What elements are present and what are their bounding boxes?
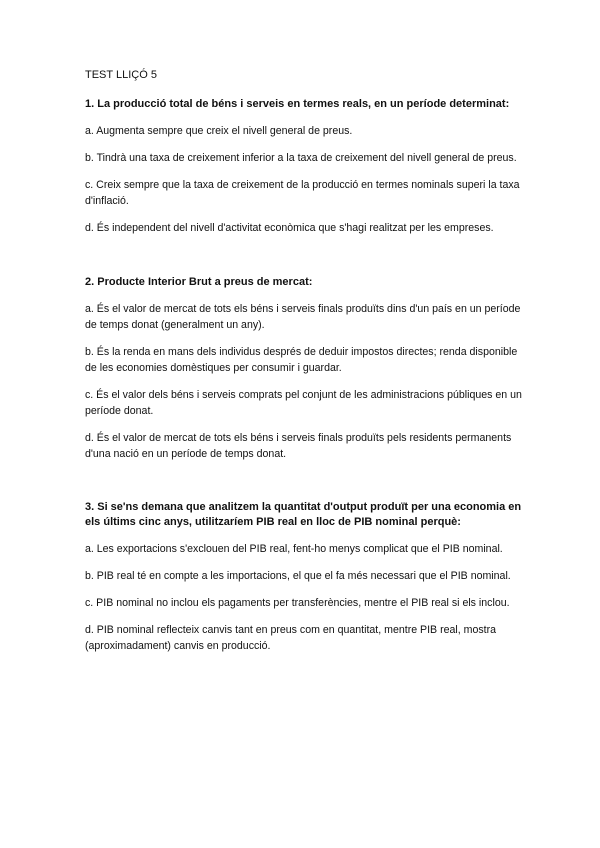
option-d: d. PIB nominal reflecteix canvis tant en preus com en quantitat, mentre PIB real, mostra (aproximadament) canvis en producció. xyxy=(85,624,496,652)
option-a: a. Les exportacions s'exclouen del PIB real, fent-ho menys complicat que el PIB nominal. xyxy=(85,543,503,555)
question-text: 2. Producte Interior Brut a preus de mercat: xyxy=(85,276,313,288)
option-b: b. PIB real té en compte a les importacions, el que el fa més necessari que el PIB nominal. xyxy=(85,570,511,582)
option-c: c. PIB nominal no inclou els pagaments per transferències, mentre el PIB real si els inclou. xyxy=(85,597,510,609)
question-text: 1. La producció total de béns i serveis en termes reals, en un període determinat: xyxy=(85,98,510,110)
option-d: d. És el valor de mercat de tots els béns i serveis finals produïts pels residents permanents d'una nació en un període de temps donat. xyxy=(85,432,512,460)
option-b: b. És la renda en mans dels individus després de deduir impostos directes; renda disponible de les economies domèstiques per consumir i guardar. xyxy=(85,346,518,374)
question-2 xyxy=(85,275,525,462)
option-a: a. Augmenta sempre que creix el nivell general de preus. xyxy=(85,125,353,137)
question-text: 3. Si se'ns demana que analitzem la quantitat d'output produït per una economia en els últims cinc anys, utilitzaríem PIB real en lloc de PIB nominal perquè: xyxy=(85,501,522,528)
section-gap xyxy=(85,247,525,275)
option-d: d. És independent del nivell d'activitat econòmica que s'hagi realitzat per les empreses. xyxy=(85,222,494,234)
option-c: c. És el valor dels béns i serveis comprats pel conjunt de les administracions públiques en un període donat. xyxy=(85,389,522,417)
document-page xyxy=(85,68,525,665)
option-b: b. Tindrà una taxa de creixement inferior a la taxa de creixement del nivell general de preus. xyxy=(85,152,517,164)
option-a: a. És el valor de mercat de tots els béns i serveis finals produïts dins d'un país en un període de temps donat (generalment un any). xyxy=(85,303,521,331)
document-title: TEST LLIÇÓ 5 xyxy=(85,69,157,81)
question-3 xyxy=(85,500,525,654)
question-1 xyxy=(85,97,525,236)
section-gap xyxy=(85,473,525,500)
option-c: c. Creix sempre que la taxa de creixement de la producció en termes nominals superi la taxa d'inflació. xyxy=(85,179,520,207)
